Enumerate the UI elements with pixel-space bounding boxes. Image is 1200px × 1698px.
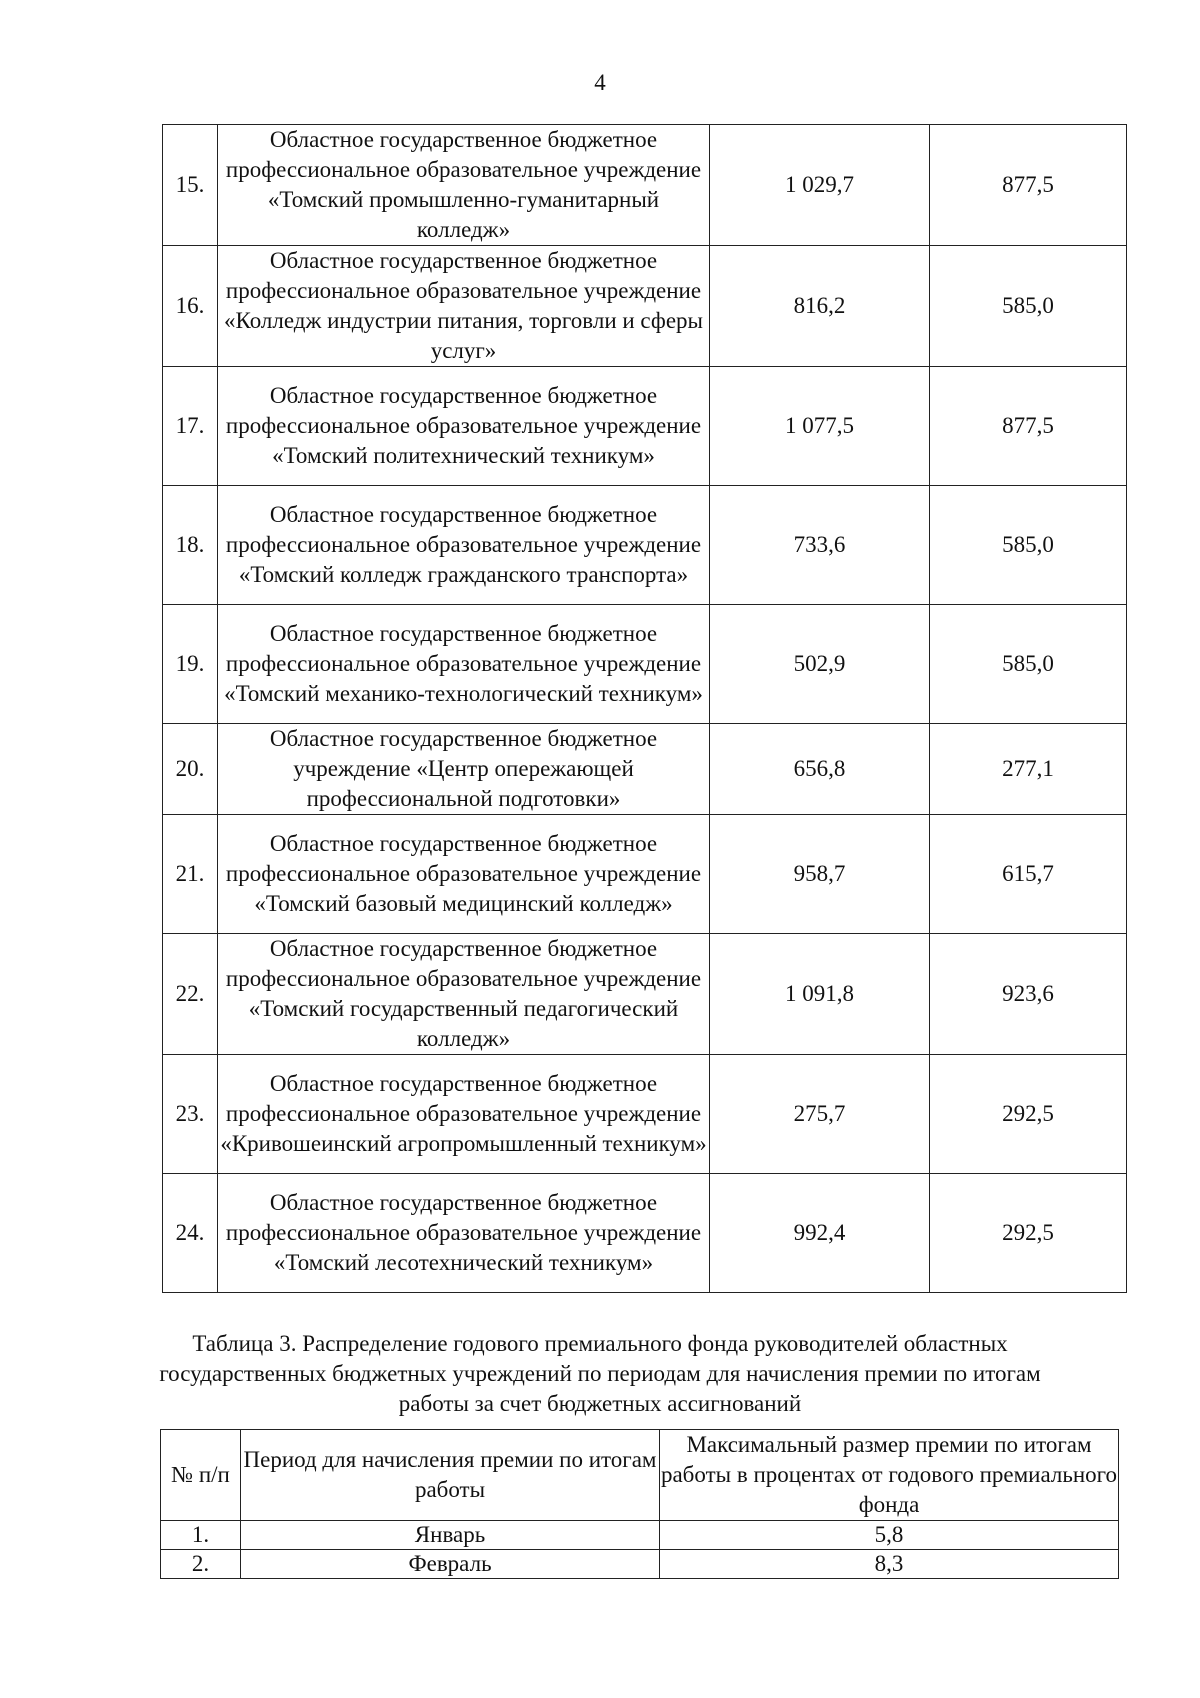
table3-caption: Таблица 3. Распределение годового премиального фонда руководителей областных государственных бюджетных учреждений по периодам для начисления премии по итогам работы за счет бюджетных ассигнований [159, 1331, 1041, 1416]
period: Февраль [241, 1550, 660, 1579]
value-1: 1 091,8 [710, 934, 930, 1055]
institution-name: Областное государственное бюджетное учреждение «Центр опережающей профессиональной подготовки» [218, 724, 710, 815]
value-1: 275,7 [710, 1055, 930, 1174]
table-row [163, 1055, 1127, 1174]
value-2: 877,5 [930, 367, 1127, 486]
row-number: 24. [163, 1174, 218, 1293]
row-number: 1. [161, 1521, 241, 1550]
table-row [163, 125, 1127, 246]
value-2: 585,0 [930, 486, 1127, 605]
value-2: 585,0 [930, 605, 1127, 724]
table-row [163, 1174, 1127, 1293]
value-1: 992,4 [710, 1174, 930, 1293]
value-2: 277,1 [930, 724, 1127, 815]
institution-name: Областное государственное бюджетное профессиональное образовательное учреждение «Томский политехнический техникум» [218, 367, 710, 486]
row-number: 18. [163, 486, 218, 605]
row-number: 15. [163, 125, 218, 246]
value-2: 292,5 [930, 1055, 1127, 1174]
header-max-size: Максимальный размер премии по итогам работы в процентах от годового премиального фонда [660, 1430, 1119, 1521]
bonus-distribution-table [160, 1429, 1119, 1579]
page-number: 4 [594, 70, 606, 95]
table-row [163, 486, 1127, 605]
percent-value: 5,8 [660, 1521, 1119, 1550]
institution-name: Областное государственное бюджетное профессиональное образовательное учреждение «Томский базовый медицинский колледж» [218, 815, 710, 934]
row-number: 19. [163, 605, 218, 724]
header-period: Период для начисления премии по итогам работы [241, 1430, 660, 1521]
institution-name: Областное государственное бюджетное профессиональное образовательное учреждение «Томский механико-технологический техникум» [218, 605, 710, 724]
table-row [163, 934, 1127, 1055]
row-number: 21. [163, 815, 218, 934]
table-row [163, 605, 1127, 724]
table-row [161, 1521, 1119, 1550]
institutions-table [162, 124, 1127, 1293]
table-row [163, 815, 1127, 934]
value-2: 923,6 [930, 934, 1127, 1055]
institution-name: Областное государственное бюджетное профессиональное образовательное учреждение «Томский колледж гражданского транспорта» [218, 486, 710, 605]
institution-name: Областное государственное бюджетное профессиональное образовательное учреждение «Томский промышленно-гуманитарный колледж» [218, 125, 710, 246]
table-row [163, 724, 1127, 815]
value-1: 816,2 [710, 246, 930, 367]
value-1: 1 029,7 [710, 125, 930, 246]
table-row [163, 367, 1127, 486]
institution-name: Областное государственное бюджетное профессиональное образовательное учреждение «Томский государственный педагогический колледж» [218, 934, 710, 1055]
value-2: 615,7 [930, 815, 1127, 934]
value-1: 502,9 [710, 605, 930, 724]
value-1: 1 077,5 [710, 367, 930, 486]
row-number: 22. [163, 934, 218, 1055]
value-1: 656,8 [710, 724, 930, 815]
row-number: 16. [163, 246, 218, 367]
institution-name: Областное государственное бюджетное профессиональное образовательное учреждение «Кривошеинский агропромышленный техникум» [218, 1055, 710, 1174]
value-2: 877,5 [930, 125, 1127, 246]
institution-name: Областное государственное бюджетное профессиональное образовательное учреждение «Томский лесотехнический техникум» [218, 1174, 710, 1293]
header-num: № п/п [161, 1430, 241, 1521]
institution-name: Областное государственное бюджетное профессиональное образовательное учреждение «Колледж индустрии питания, торговли и сферы услуг» [218, 246, 710, 367]
value-2: 292,5 [930, 1174, 1127, 1293]
value-1: 958,7 [710, 815, 930, 934]
table-header-row [161, 1430, 1119, 1521]
percent-value: 8,3 [660, 1550, 1119, 1579]
value-1: 733,6 [710, 486, 930, 605]
row-number: 2. [161, 1550, 241, 1579]
table-row [163, 246, 1127, 367]
row-number: 23. [163, 1055, 218, 1174]
row-number: 17. [163, 367, 218, 486]
table-row [161, 1550, 1119, 1579]
period: Январь [241, 1521, 660, 1550]
row-number: 20. [163, 724, 218, 815]
value-2: 585,0 [930, 246, 1127, 367]
